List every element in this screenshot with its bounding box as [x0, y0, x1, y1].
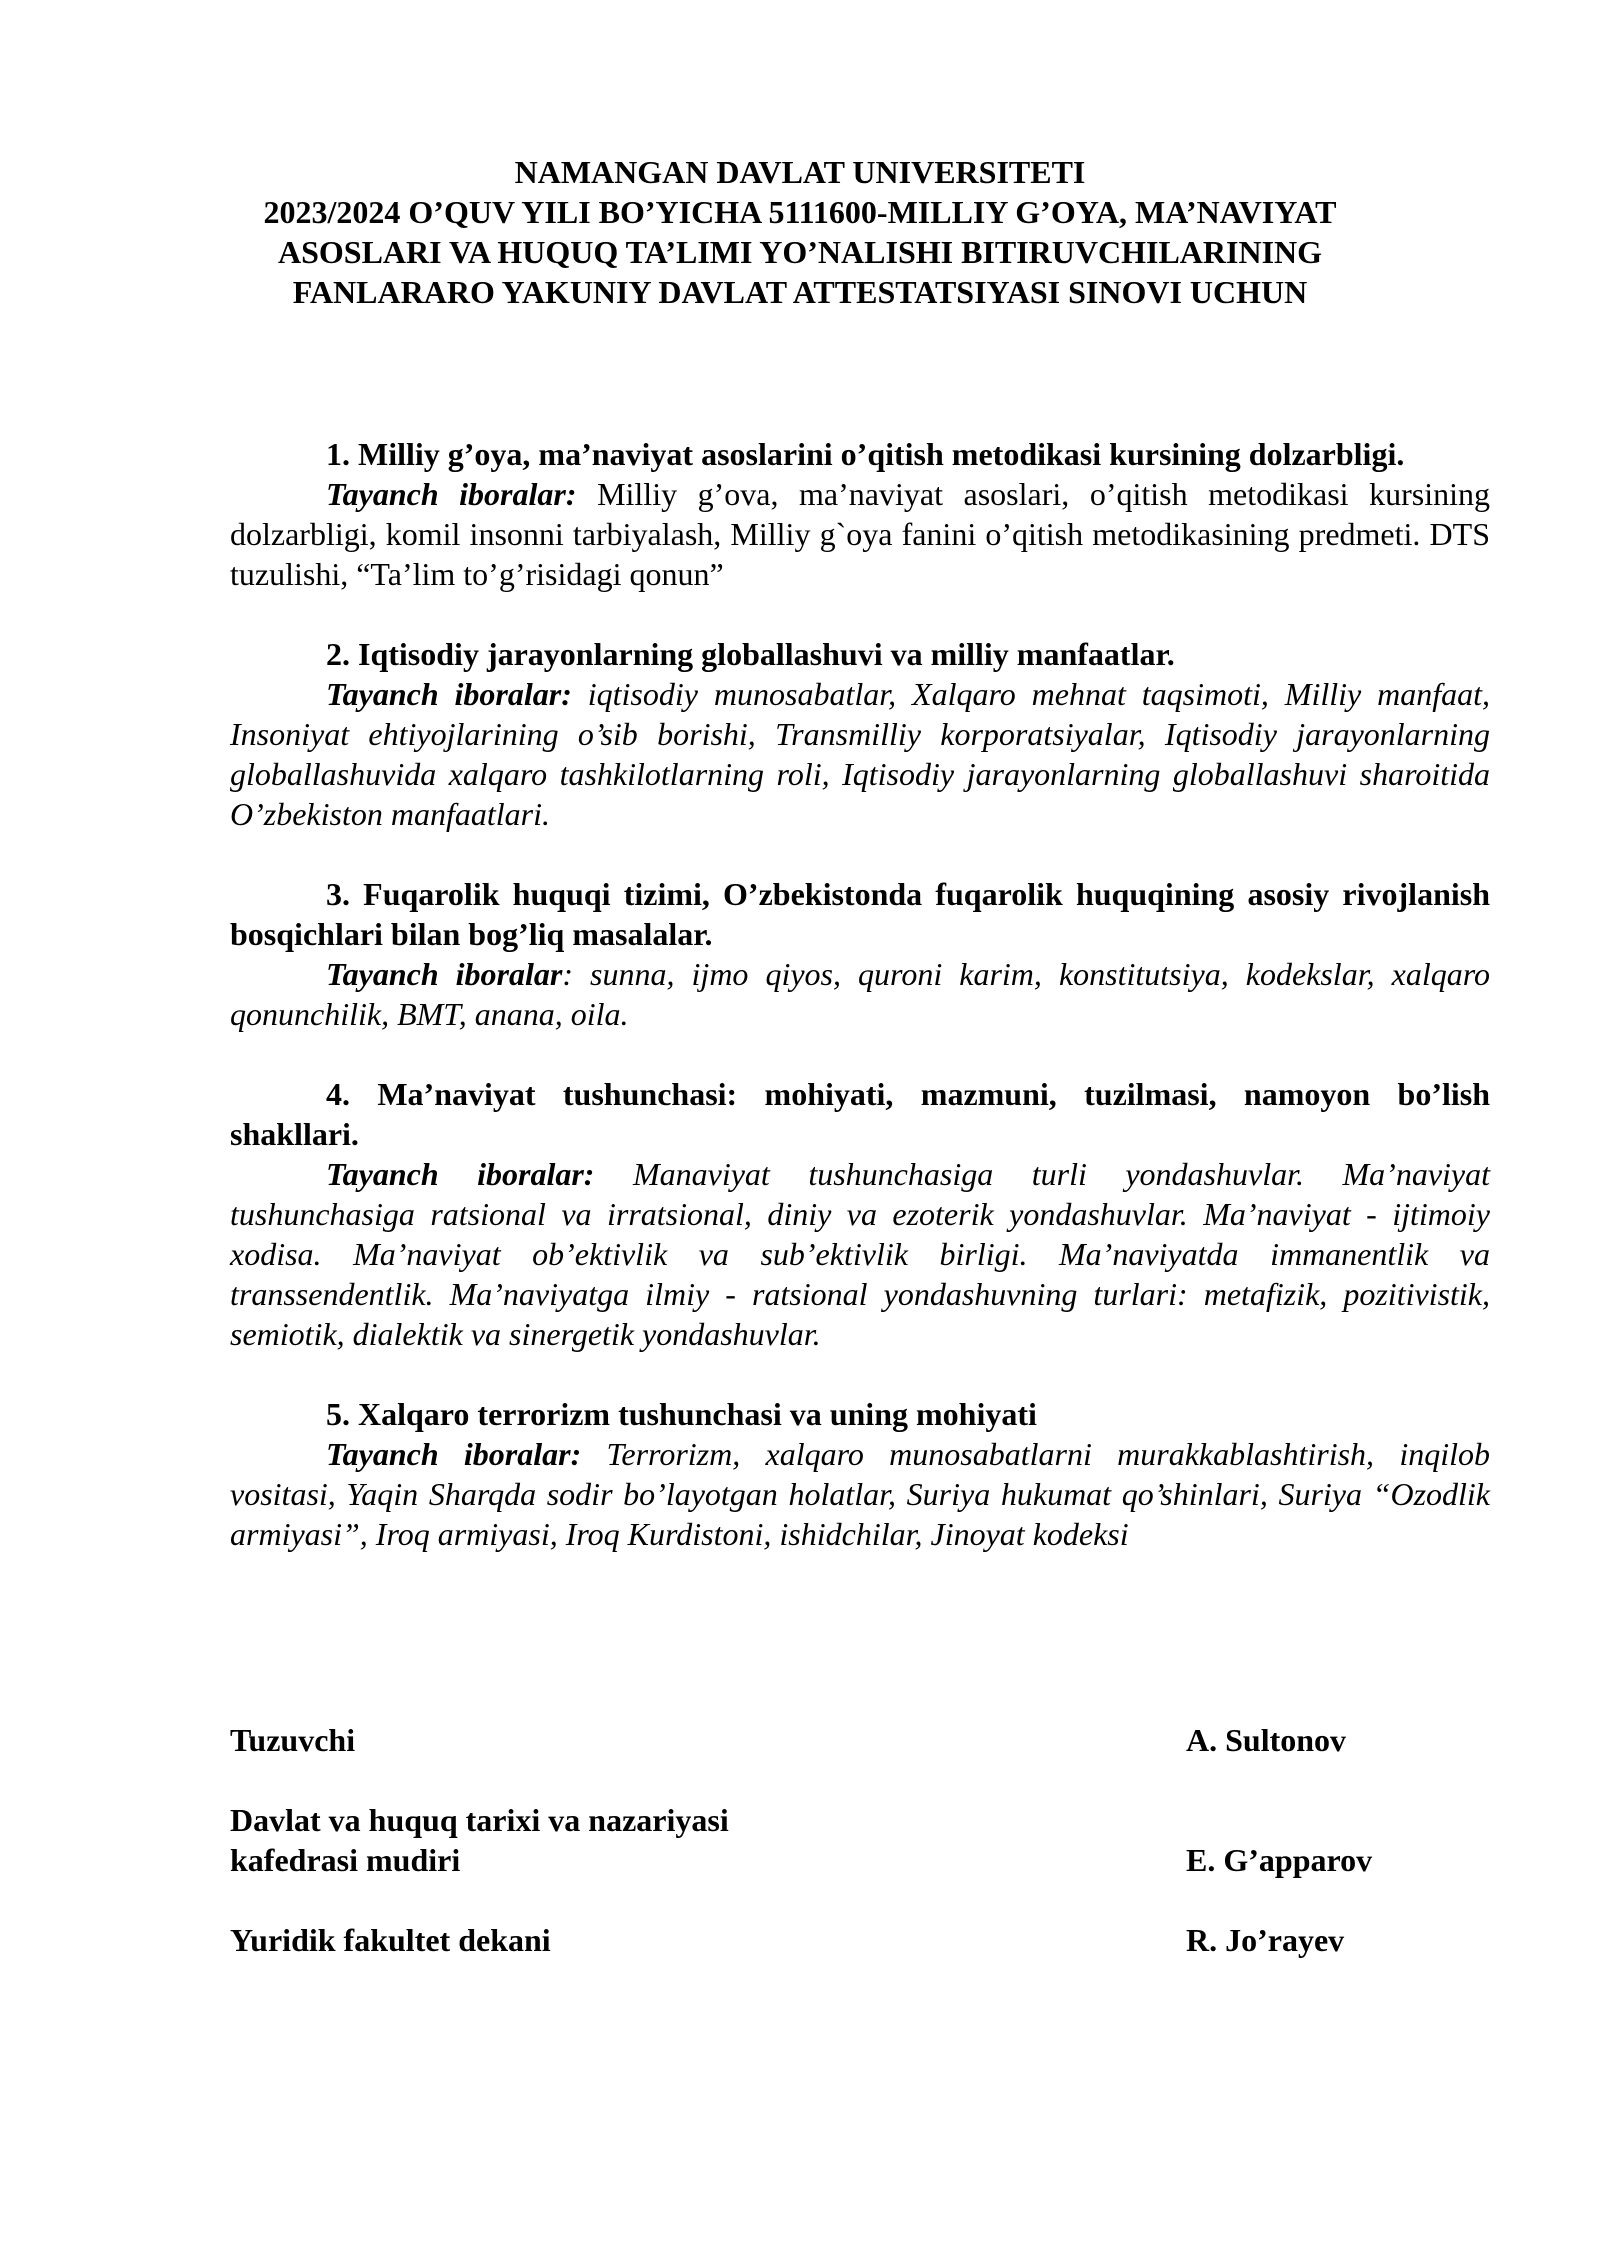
header-line-academic-year: 2023/2024 O’QUV YILI BO’YICHA 5111600-MILLIY G’OYA, MA’NAVIYAT	[263, 194, 1337, 230]
keywords-text: Milliy g’ova, ma’naviyat asoslari, o’qitish metodikasi kursining dolzarbligi, komil insonni tarbiyalash, Milliy g`oya fanini o’qitish metodikasining predmeti. DTS tuzulishi, “Ta’lim to’g’risidagi qonun”	[230, 476, 1491, 592]
signature-role	[230, 1720, 930, 1760]
questions-list	[230, 434, 1490, 1594]
question-keywords	[230, 1154, 1490, 1354]
header-line-program: ASOSLARI VA HUQUQ TA’LIMI YO’NALISHI BITIRUVCHILARINING	[277, 234, 1323, 270]
keywords-label: Tayanch iboralar	[326, 956, 563, 992]
keywords-text: iqtisodiy munosabatlar, Xalqaro mehnat taqsimoti, Milliy manfaat, Insoniyat ehtiyojlarining o’sib borishi, Transmilliy korporatsiyalar, Iqtisodiy jarayonlarning globallashuvida xalqaro tashkilotlarning roli, Iqtisodiy jarayonlarning globallashuvi sharoitida O’zbekiston manfaatlari.	[230, 676, 1491, 832]
header-line-attestation: FANLARARO YAKUNIY DAVLAT ATTESTATSIYASI SINOVI UCHUN	[292, 274, 1308, 310]
keywords-label: Tayanch iboralar:	[326, 476, 577, 512]
question-item	[230, 634, 1490, 834]
signature-row	[230, 1720, 1490, 1760]
question-item	[230, 1074, 1490, 1354]
signature-row	[230, 1800, 1490, 1880]
signature-role-line: Davlat va huquq tarixi va nazariyasi	[230, 1802, 729, 1838]
keywords-label: Tayanch iboralar:	[326, 676, 572, 712]
signature-row	[230, 1920, 1490, 1960]
signature-block	[230, 1720, 1490, 1960]
question-keywords	[230, 1434, 1490, 1554]
question-keywords	[230, 674, 1490, 834]
question-keywords	[230, 954, 1490, 1034]
signature-name: A. Sultonov	[1186, 1722, 1347, 1758]
document-header	[200, 152, 1400, 312]
signature-role-line: Yuridik fakultet dekani	[230, 1922, 551, 1958]
header-line-university: NAMANGAN DAVLAT UNIVERSITETI	[514, 154, 1086, 190]
question-title: 4. Ma’naviyat tushunchasi: mohiyati, mazmuni, tuzilmasi, namoyon bo’lish shakllari.	[230, 1076, 1490, 1152]
keywords-text: Terrorizm, xalqaro munosabatlarni murakkablashtirish, inqilob vositasi, Yaqin Sharqda sodir bo’layotgan holatlar, Suriya hukumat qo’shinlari, Suriya “Ozodlik armiyasi”, Iroq armiyasi, Iroq Kurdistoni, ishidchilar, Jinoyat kodeksi	[230, 1436, 1491, 1552]
question-title: 3. Fuqarolik huquqi tizimi, O’zbekistonda fuqarolik huquqining asosiy rivojlanish bosqichlari bilan bog’liq masalalar.	[230, 876, 1490, 952]
signature-name: R. Jo’rayev	[1186, 1922, 1345, 1958]
question-title: 1. Milliy g’oya, ma’naviyat asoslarini o’qitish metodikasi kursining dolzarbligi.	[326, 436, 1405, 472]
question-item	[230, 874, 1490, 1034]
question-item	[230, 1394, 1490, 1554]
question-keywords	[230, 474, 1490, 594]
signature-role	[230, 1800, 930, 1880]
question-item	[230, 434, 1490, 594]
keywords-label: Tayanch iboralar:	[326, 1156, 595, 1192]
question-title: 2. Iqtisodiy jarayonlarning globallashuvi va milliy manfaatlar.	[326, 636, 1175, 672]
keywords-text: : sunna, ijmo qiyos, quroni karim, konstitutsiya, kodekslar, xalqaro qonunchilik, BMT, anana, oila.	[230, 956, 1491, 1032]
signature-role	[230, 1920, 930, 1960]
keywords-label: Tayanch iboralar:	[326, 1436, 582, 1472]
signature-name: E. G’apparov	[1186, 1842, 1373, 1878]
question-title: 5. Xalqaro terrorizm tushunchasi va uning mohiyati	[326, 1396, 1037, 1432]
keywords-text: Manaviyat tushunchasiga turli yondashuvlar. Ma’naviyat tushunchasiga ratsional va irratsional, diniy va ezoterik yondashuvlar. Ma’naviyat - ijtimoiy xodisa. Ma’naviyat ob’ektivlik va sub’ektivlik birligi. Ma’naviyatda immanentlik va transsendentlik. Ma’naviyatga ilmiy - ratsional yondashuvning turlari: metafizik, pozitivistik, semiotik, dialektik va sinergetik yondashuvlar.	[230, 1156, 1491, 1352]
signature-role-line: Tuzuvchi	[230, 1722, 356, 1758]
signature-role-line: kafedrasi mudiri	[230, 1842, 461, 1878]
